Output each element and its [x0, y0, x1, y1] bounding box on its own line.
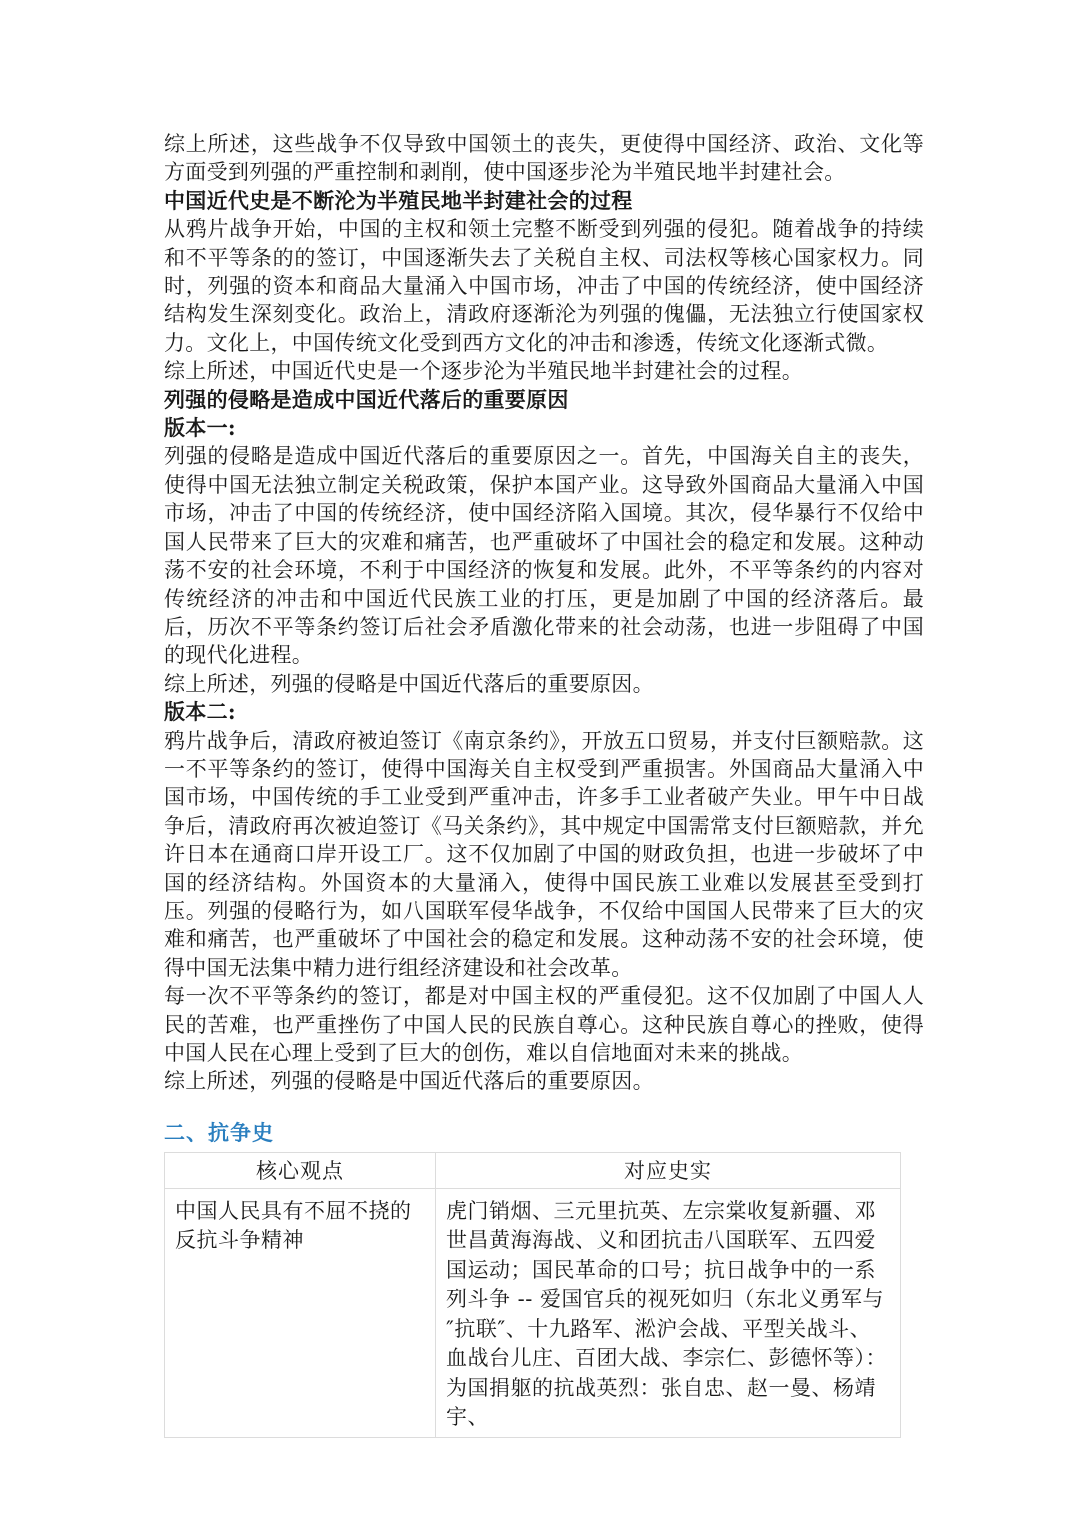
section-spacer: [164, 1096, 924, 1118]
section-heading-resistance-history: 二、抗争史: [164, 1119, 274, 1145]
paragraph-version-one: 列强的侵略是造成中国近代落后的重要原因之一。首先，中国海关自主的丧失，使得中国无法独立制定关税政策，保护本国产业。这导致外国商品大量涌入中国市场，冲击了中国的传统经济，使中国经济陷入国境。其次，侵华暴行不仅给中国人民带来了巨大的灾难和痛苦，也严重破坏了中国社会的稳定和发展。这种动荡不安的社会环境，不利于中国经济的恢复和发展。此外，不平等条约的内容对传统经济的冲击和中国近代民族工业的打压，更是加剧了中国的经济落后。最后，历次不平等条约签订后社会矛盾激化带来的社会动荡，也进一步阻碍了中国的现代化进程。: [164, 444, 924, 668]
paragraph-version-two: 鸦片战争后，清政府被迫签订《南京条约》，开放五口贸易，并支付巨额赔款。这一不平等条约的签订，使得中国海关自主权受到严重损害。外国商品大量涌入中国市场，中国传统的手工业受到严重冲击，许多手工业者破产失业。甲午中日战争后，清政府再次被迫签订《马关条约》，其中规定中国需常支付巨额赔款，并允许日本在通商口岸开设工厂。这不仅加剧了中国的财政负担，也进一步破坏了中国的经济结构。外国资本的大量涌入，使得中国民族工业难以发展甚至受到打压。列强的侵略行为，如八国联军侵华战争，不仅给中国国人民带来了巨大的灾难和痛苦，也严重破坏了中国社会的稳定和发展。这种动荡不安的社会环境，使得中国无法集中精力进行组经济建设和社会改革。: [164, 728, 924, 980]
paragraph-treaty-impact: 每一次不平等条约的签订，都是对中国主权的严重侵犯。这不仅加剧了中国人人民的苦难，也严重挫伤了中国人民的民族自尊心。这种民族自尊心的挫败，使得中国人民在心理上受到了巨大的创伤，难以自信地面对未来的挑战。: [164, 984, 924, 1065]
subheading-aggression-cause: 列强的侵略是造成中国近代落后的重要原因: [164, 386, 569, 412]
table-cell-facts: [436, 1188, 901, 1437]
table-header-row: [165, 1152, 901, 1188]
document-page: [164, 130, 924, 1438]
paragraph-sovereignty: 从鸦片战争开始，中国的主权和领土完整不断受到列强的侵犯。随着战争的持续和不平等条的的签订，中国逐渐失去了关税自主权、司法权等核心国家权力。同时，列强的资本和商品大量涌入中国市场，冲击了中国的传统经济，使中国经济结构发生深刻变化。政治上，清政府逐渐沦为列强的傀儡，无法独立行使国家权力。文化上，中国传统文化受到西方文化的冲击和渗透，传统文化逐渐式微。: [164, 217, 924, 355]
viewpoint-text: 中国人民具有不屈不挠的反抗斗争精神: [175, 1198, 412, 1253]
version-one-label: 版本一:: [164, 415, 236, 441]
paragraph-summary-1: 综上所述，这些战争不仅导致中国领土的丧失，更使得中国经济、政治、文化等方面受到列强的严重控制和剥削，使中国逐步沦为半殖民地半封建社会。: [164, 132, 924, 185]
viewpoint-facts-table: [164, 1152, 901, 1438]
table-header-viewpoint: 核心观点: [165, 1152, 436, 1188]
facts-text: 虎门销烟、三元里抗英、左宗棠收复新疆、邓世昌黄海海战、义和团抗击八国联军、五四爱国运动；国民革命的口号；抗日战争中的一系列斗争 -- 爱国官兵的视死如归（东北义勇军与 ″抗联″、十九路军、淞沪会战、平型关战斗、血战台儿庄、百团大战、李宗仁、彭德怀等）：为国捐躯的抗战英烈：张自忠、赵一曼、杨靖宇、: [446, 1198, 887, 1430]
paragraph-summary-2: 综上所述，中国近代史是一个逐步沦为半殖民地半封建社会的过程。: [164, 359, 803, 384]
paragraph-summary-4: 综上所述，列强的侵略是中国近代落后的重要原因。: [164, 1069, 654, 1094]
paragraph-summary-3: 综上所述，列强的侵略是中国近代落后的重要原因。: [164, 671, 654, 696]
version-two-label: 版本二:: [164, 699, 236, 725]
table-row: [165, 1188, 901, 1437]
table-cell-viewpoint: [165, 1188, 436, 1437]
table-header-facts: 对应史实: [436, 1152, 901, 1188]
subheading-semi-colonial-process: 中国近代史是不断沦为半殖民地半封建社会的过程: [164, 187, 633, 213]
